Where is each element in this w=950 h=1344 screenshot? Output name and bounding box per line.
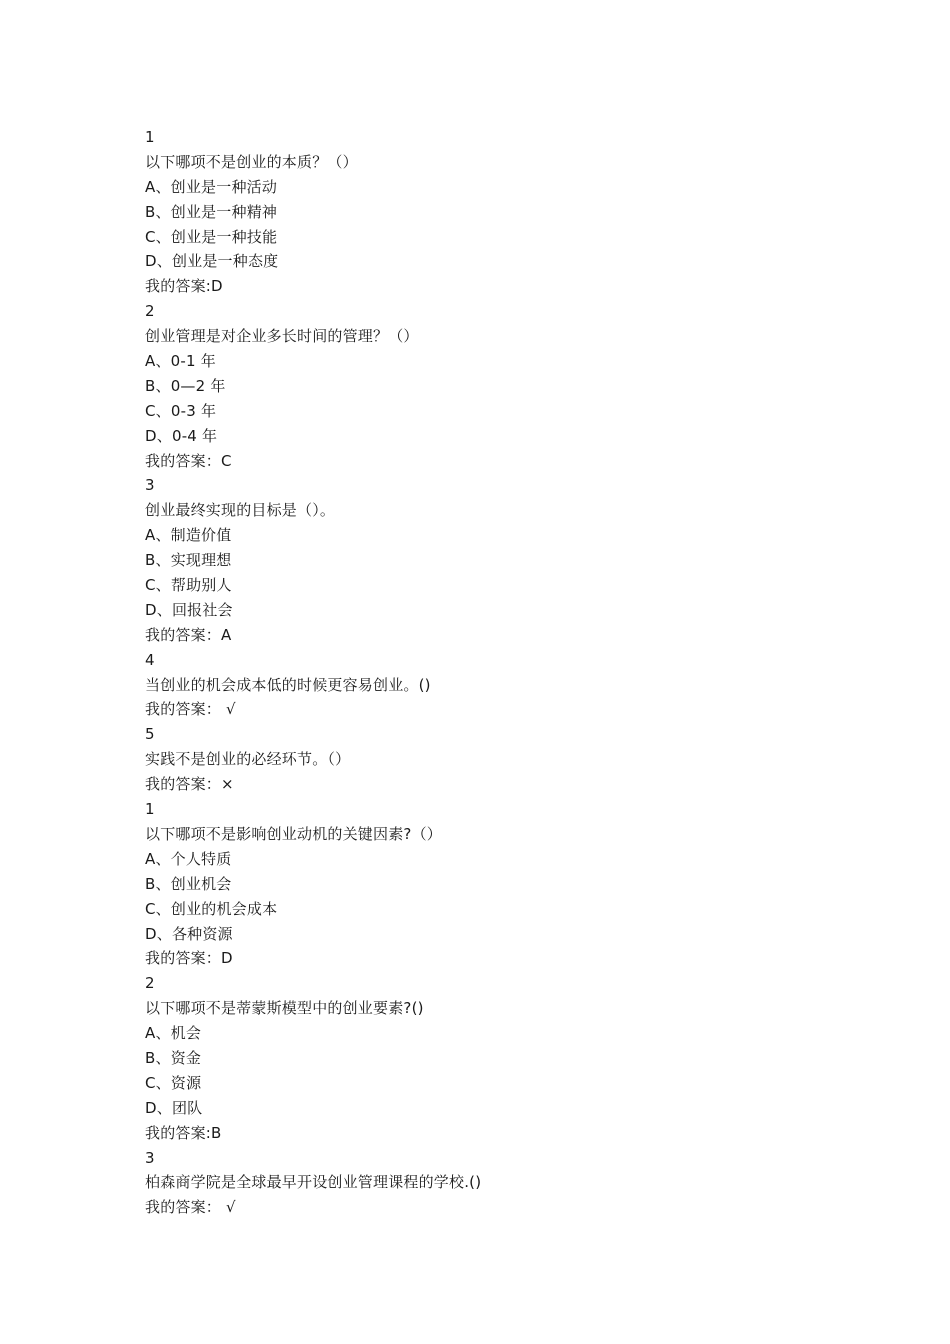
text-line: A、制造价值 [145,526,232,545]
document-body [145,125,845,1220]
text-line: 3 [145,476,155,495]
text-line: 以下哪项不是创业的本质？（） [145,152,358,171]
text-line: 以下哪项不是影响创业动机的关键因素?（） [145,824,442,843]
text-line: A、个人特质 [145,849,232,868]
text-line: 当创业的机会成本低的时候更容易创业。() [145,675,431,694]
text-line: C、创业的机会成本 [145,899,278,918]
text-line: D、团队 [145,1098,203,1117]
text-line: 我的答案:B [145,1123,222,1142]
text-line: A、创业是一种活动 [145,177,278,196]
text-line: 我的答案：× [145,775,234,794]
text-line: B、创业机会 [145,874,232,893]
text-line: B、0—2 年 [145,376,226,395]
text-line: 以下哪项不是蒂蒙斯模型中的创业要素?() [145,999,424,1018]
text-line: B、资金 [145,1048,202,1067]
text-line: A、0-1 年 [145,352,216,371]
text-line: C、资源 [145,1073,202,1092]
text-line: 我的答案：A [145,625,232,644]
text-line: D、回报社会 [145,600,233,619]
text-line: C、创业是一种技能 [145,227,278,246]
text-line: 2 [145,302,155,321]
text-line: C、帮助别人 [145,576,232,595]
text-line: D、各种资源 [145,924,233,943]
text-line: 实践不是创业的必经环节。（） [145,750,351,769]
text-line: 创业管理是对企业多长时间的管理？（） [145,327,419,346]
text-line: 创业最终实现的目标是（）。 [145,501,336,520]
text-line: 我的答案： √ [145,1198,236,1217]
text-line: 我的答案：D [145,949,233,968]
text-line: 柏森商学院是全球最早开设创业管理课程的学校.() [145,1173,482,1192]
text-line: D、创业是一种态度 [145,252,279,271]
text-line: 3 [145,1148,155,1167]
text-line: 1 [145,128,155,146]
text-line: 4 [145,650,155,669]
text-line: B、创业是一种精神 [145,202,278,221]
text-line: A、机会 [145,1024,202,1043]
text-line: B、实现理想 [145,551,232,570]
text-line: 5 [145,725,155,744]
text-line: 我的答案:D [145,277,223,296]
text-line: D、0-4 年 [145,426,218,445]
text-line: 我的答案：C [145,451,232,470]
text-line: 我的答案： √ [145,700,236,719]
text-line: 2 [145,974,155,993]
text-line: 1 [145,800,155,819]
text-line: C、0-3 年 [145,401,217,420]
